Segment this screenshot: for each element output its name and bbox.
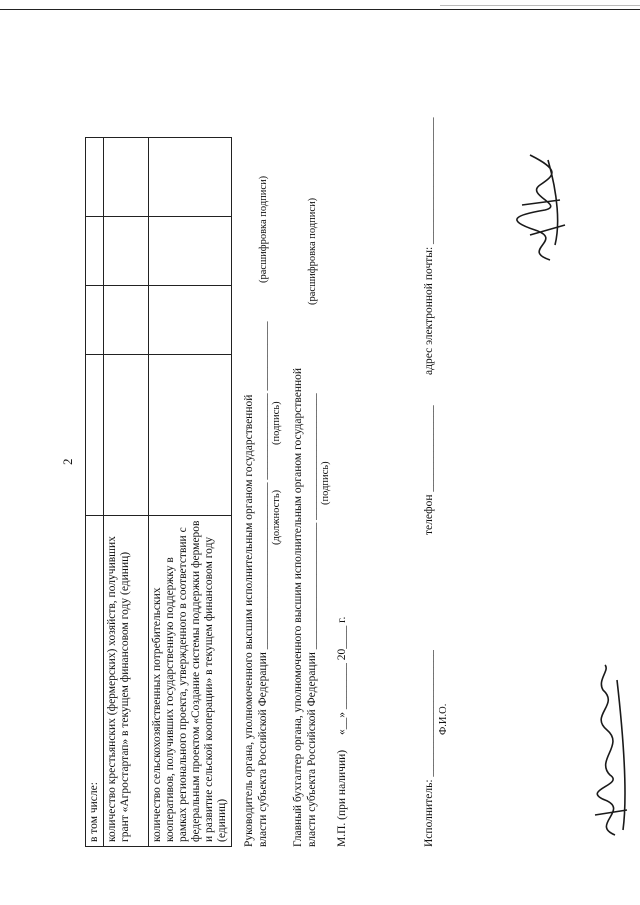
email-field: адрес электронной почты: ______________________ [423,117,435,375]
accountant-line-2: власти субъекта Российской Федерации ______________________ ______________________ [306,393,318,847]
row-label: количество крестьянских (фермерских) хозяйств, получивших грант «Агростартап» в текущем финансовом году (единиц) [104,516,149,847]
table-row [86,138,104,847]
head-line-2: власти субъекта Российской Федерации _____________________________ _______________ ____________ [257,321,269,847]
head-line-1: Руководитель органа, уполномоченного высшим исполнительным органом государственной [243,394,255,847]
table-cell [104,217,149,286]
signature-graphic [510,145,575,265]
table-row [149,138,232,847]
executor-label: Исполнитель: ______________________ [423,650,435,847]
table-cell [149,286,232,355]
executor-fio: Ф.И.О. [438,703,449,735]
table-cell [104,355,149,516]
signature-graphic [585,660,635,840]
hint-position: (должность) [271,489,282,545]
data-table [85,137,232,847]
page-number: 2 [60,458,75,465]
hint-decode: (расшифровка подписи) [307,197,318,305]
stamp-label: М.П. (при наличии) [336,749,348,847]
table-cell [104,286,149,355]
table-cell [104,138,149,217]
table-cell [86,138,104,217]
hint-signature: (подпись) [271,401,282,445]
table-cell [86,286,104,355]
phone-field: телефон _______________ [423,405,435,535]
hint-decode: (расшифровка подписи) [258,175,269,283]
table-cell [149,138,232,217]
table-cell [86,355,104,516]
hint-signature: (подпись) [320,461,331,505]
table-cell [149,355,232,516]
row-label: в том числе: [86,516,104,847]
table-cell [149,217,232,286]
accountant-line-1: Главный бухгалтер органа, уполномоченного высшим исполнительным органом государственной [292,367,304,847]
table-cell [86,217,104,286]
table-row [104,138,149,847]
date-field: «__» ________ 20____ г. [336,616,348,735]
row-label: количество сельскохозяйственных потребительских кооперативов, получивших государственную поддержку в рамках регионального проекта, утвержденного в соответствии с федеральным проектом «Создание системы поддержки фермеров и развитие сельской кооперации» в текущем финансовом году (единиц) [149,516,232,847]
